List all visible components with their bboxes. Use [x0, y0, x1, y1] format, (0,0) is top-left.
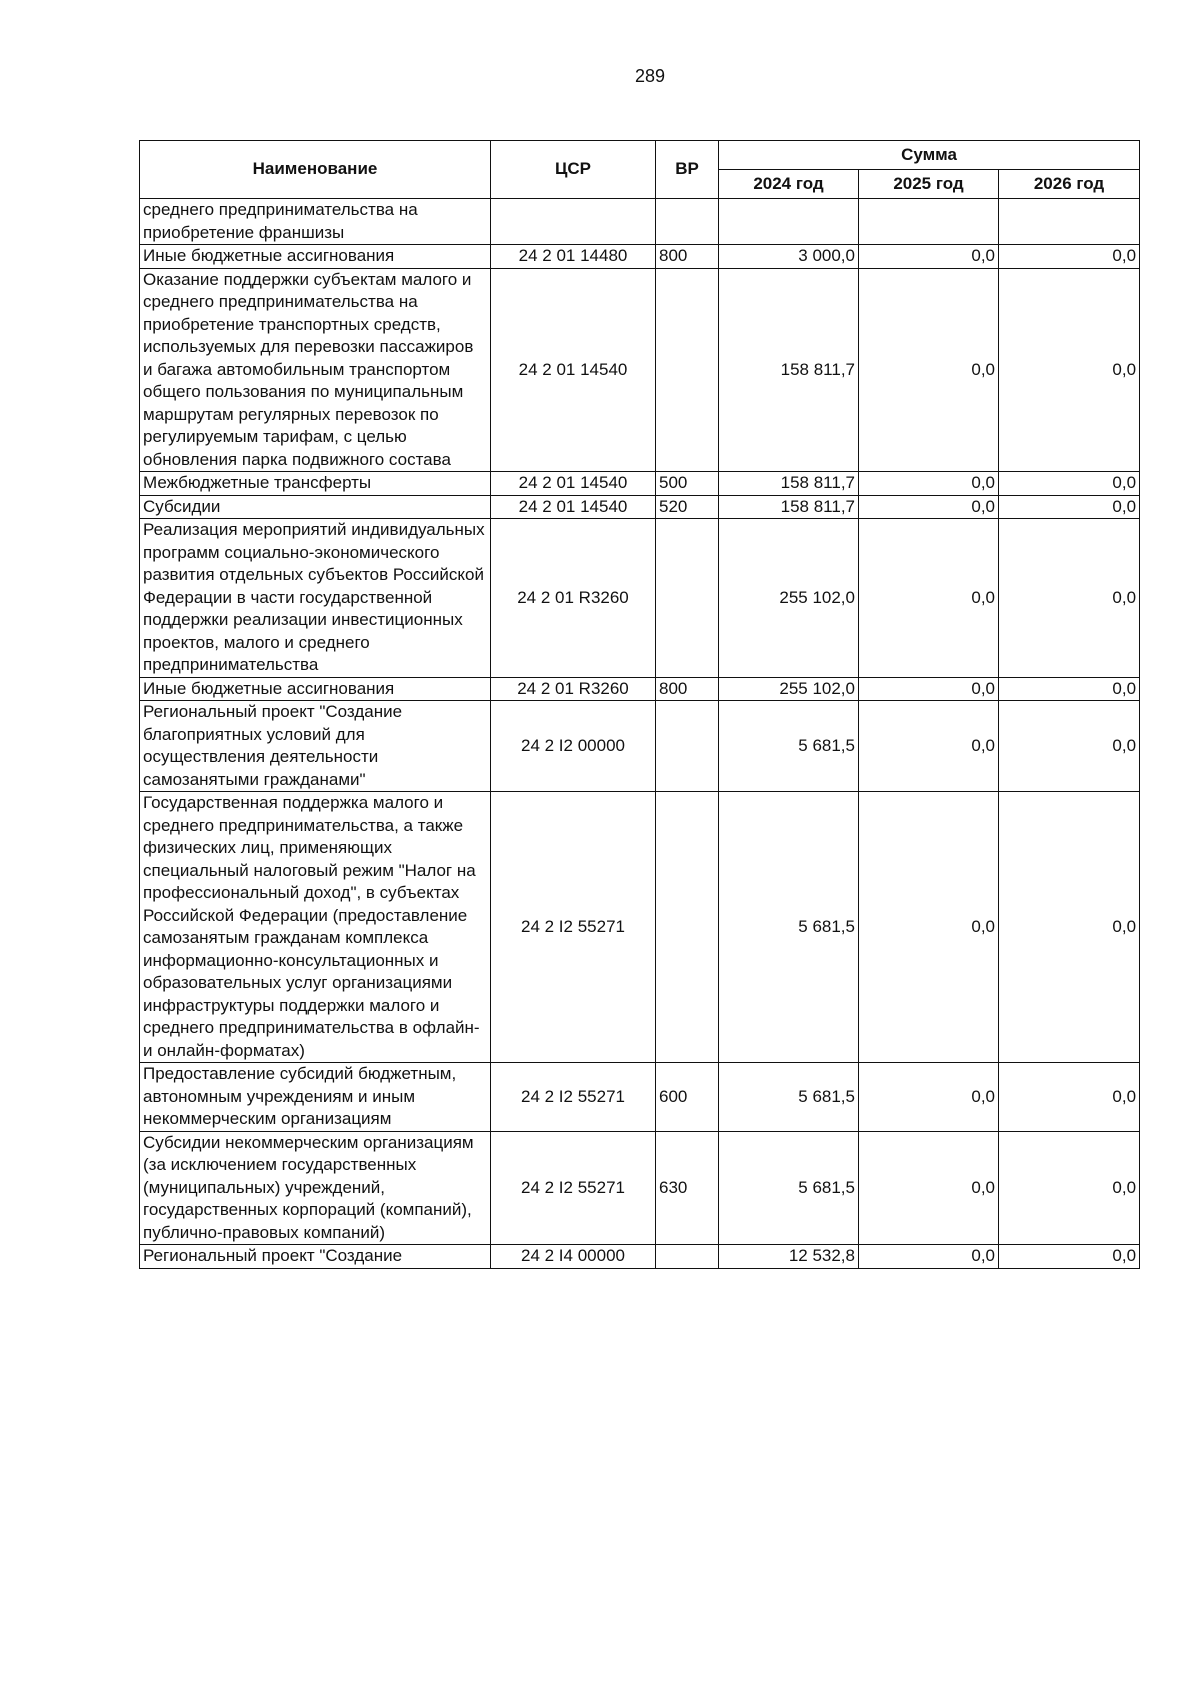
row-amount-2024: 5 681,5: [719, 1131, 859, 1245]
row-name: Субсидии некоммерческим организациям (за исключением государственных (муниципальных) учреждений, государственных корпораций (компаний), публично-правовых компаний): [140, 1131, 491, 1245]
row-amount-2025: 0,0: [859, 701, 999, 792]
header-name: Наименование: [140, 141, 491, 199]
row-vr: 800: [656, 245, 719, 269]
header-sum: Сумма: [719, 141, 1140, 170]
row-amount-2025: 0,0: [859, 1063, 999, 1132]
row-csr: 24 2 01 14540: [491, 495, 656, 519]
table-row: [140, 199, 1140, 245]
row-csr: 24 2 01 R3260: [491, 677, 656, 701]
row-amount-2024: 5 681,5: [719, 792, 859, 1063]
table-row: [140, 677, 1140, 701]
row-amount-2024: 5 681,5: [719, 1063, 859, 1132]
table-row: [140, 701, 1140, 792]
row-amount-2026: 0,0: [999, 1245, 1140, 1269]
row-amount-2024: 158 811,7: [719, 472, 859, 496]
row-amount-2025: 0,0: [859, 677, 999, 701]
row-csr: 24 2 I2 55271: [491, 1063, 656, 1132]
row-vr: [656, 792, 719, 1063]
budget-table: [139, 140, 1140, 1269]
row-amount-2024: 255 102,0: [719, 519, 859, 678]
row-vr: [656, 701, 719, 792]
row-amount-2026: 0,0: [999, 472, 1140, 496]
row-csr: 24 2 I2 55271: [491, 792, 656, 1063]
row-amount-2024: [719, 199, 859, 245]
row-name: Региональный проект "Создание благоприятных условий для осуществления деятельности самозанятыми гражданами": [140, 701, 491, 792]
row-amount-2025: 0,0: [859, 519, 999, 678]
row-amount-2026: 0,0: [999, 519, 1140, 678]
row-vr: 600: [656, 1063, 719, 1132]
row-name: Межбюджетные трансферты: [140, 472, 491, 496]
row-name: Субсидии: [140, 495, 491, 519]
table-row: [140, 519, 1140, 678]
row-name: Предоставление субсидий бюджетным, автономным учреждениям и иным некоммерческим организациям: [140, 1063, 491, 1132]
table-header: [140, 141, 1140, 199]
row-csr: 24 2 01 14540: [491, 472, 656, 496]
row-vr: 800: [656, 677, 719, 701]
row-csr: 24 2 I2 00000: [491, 701, 656, 792]
table-row: [140, 1245, 1140, 1269]
row-amount-2025: 0,0: [859, 245, 999, 269]
row-amount-2025: 0,0: [859, 792, 999, 1063]
row-csr: 24 2 01 14540: [491, 268, 656, 472]
row-amount-2026: 0,0: [999, 677, 1140, 701]
row-csr: 24 2 01 14480: [491, 245, 656, 269]
row-amount-2025: 0,0: [859, 268, 999, 472]
row-amount-2025: 0,0: [859, 1131, 999, 1245]
row-vr: [656, 519, 719, 678]
row-amount-2025: 0,0: [859, 472, 999, 496]
header-2026: 2026 год: [999, 170, 1140, 199]
header-vr: ВР: [656, 141, 719, 199]
row-vr: 520: [656, 495, 719, 519]
row-vr: 630: [656, 1131, 719, 1245]
row-vr: [656, 1245, 719, 1269]
row-vr: [656, 199, 719, 245]
row-amount-2025: 0,0: [859, 495, 999, 519]
row-amount-2024: 255 102,0: [719, 677, 859, 701]
row-csr: 24 2 I2 55271: [491, 1131, 656, 1245]
table-row: [140, 1131, 1140, 1245]
table-row: [140, 268, 1140, 472]
row-amount-2024: 158 811,7: [719, 268, 859, 472]
table-row: [140, 495, 1140, 519]
row-name: Реализация мероприятий индивидуальных программ социально-экономического развития отдельных субъектов Российской Федерации в части государственной поддержки реализации инвестиционных проектов, малого и среднего предпринимательства: [140, 519, 491, 678]
page-number: 289: [634, 66, 666, 86]
row-csr: 24 2 I4 00000: [491, 1245, 656, 1269]
row-amount-2026: 0,0: [999, 1131, 1140, 1245]
row-csr: [491, 199, 656, 245]
header-2025: 2025 год: [859, 170, 999, 199]
row-amount-2024: 3 000,0: [719, 245, 859, 269]
row-amount-2026: 0,0: [999, 701, 1140, 792]
row-amount-2025: 0,0: [859, 1245, 999, 1269]
row-amount-2026: 0,0: [999, 245, 1140, 269]
row-amount-2024: 12 532,8: [719, 1245, 859, 1269]
table-row: [140, 792, 1140, 1063]
table-row: [140, 1063, 1140, 1132]
row-amount-2026: 0,0: [999, 495, 1140, 519]
table-row: [140, 472, 1140, 496]
table-row: [140, 245, 1140, 269]
row-name: среднего предпринимательства на приобретение франшизы: [140, 199, 491, 245]
row-name: Иные бюджетные ассигнования: [140, 245, 491, 269]
row-vr: 500: [656, 472, 719, 496]
row-amount-2026: 0,0: [999, 1063, 1140, 1132]
row-amount-2026: 0,0: [999, 792, 1140, 1063]
row-vr: [656, 268, 719, 472]
header-2024: 2024 год: [719, 170, 859, 199]
row-csr: 24 2 01 R3260: [491, 519, 656, 678]
row-amount-2026: [999, 199, 1140, 245]
row-amount-2025: [859, 199, 999, 245]
table-body: [140, 199, 1140, 1269]
row-name: Государственная поддержка малого и среднего предпринимательства, а также физических лиц, применяющих специальный налоговый режим "Налог на профессиональный доход", в субъектах Российской Федерации (предоставление самозанятым гражданам комплекса информационно-консультационных и образовательных услуг организациями инфраструктуры поддержки малого и среднего предпринимательства в офлайн- и онлайн-форматах): [140, 792, 491, 1063]
row-name: Иные бюджетные ассигнования: [140, 677, 491, 701]
row-amount-2024: 5 681,5: [719, 701, 859, 792]
row-name: Региональный проект "Создание: [140, 1245, 491, 1269]
row-amount-2026: 0,0: [999, 268, 1140, 472]
row-name: Оказание поддержки субъектам малого и среднего предпринимательства на приобретение транспортных средств, используемых для перевозки пассажиров и багажа автомобильным транспортом общего пользования по муниципальным маршрутам регулярных перевозок по регулируемым тарифам, с целью обновления парка подвижного состава: [140, 268, 491, 472]
header-csr: ЦСР: [491, 141, 656, 199]
row-amount-2024: 158 811,7: [719, 495, 859, 519]
